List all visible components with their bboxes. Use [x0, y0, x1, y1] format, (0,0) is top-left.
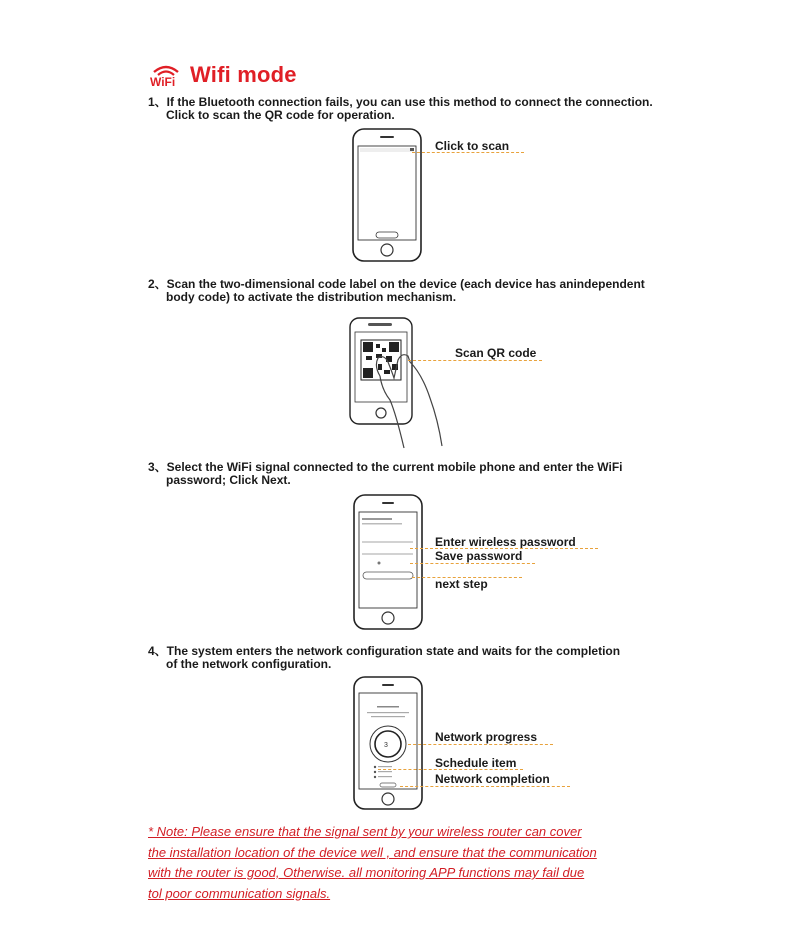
page-title — [148, 62, 297, 88]
callout-schedule-item: Schedule item — [435, 756, 517, 770]
warning-note — [148, 822, 668, 904]
step-4-text — [148, 645, 668, 671]
step-4-line2: of the network configuration. — [166, 657, 332, 671]
step-3-line2: password; Click Next. — [166, 473, 291, 487]
step-1-text — [148, 96, 668, 122]
callout-click-to-scan: Click to scan — [435, 139, 510, 153]
step-4-line1: 4、The system enters the network configuration state and waits for the completion — [148, 644, 621, 658]
step-2-line1: 2、Scan the two-dimensional code label on the device (each device has anindependent — [148, 277, 645, 291]
callout-save-password: Save password — [435, 549, 523, 563]
wifi-icon-text: WiFi — [150, 75, 176, 87]
note-line-4: tol poor communication signals. — [148, 885, 331, 901]
step-1-line2: Click to scan the QR code for operation. — [166, 108, 395, 122]
note-line-2: the installation location of the device well , and ensure that the communication — [148, 844, 597, 860]
step-3-text — [148, 461, 668, 487]
leader-line — [378, 769, 523, 770]
wifi-icon — [148, 63, 184, 87]
leader-line — [400, 786, 570, 787]
callout-scan-qr-code: Scan QR code — [455, 346, 537, 360]
step-2-text — [148, 278, 668, 304]
callout-next-step: next step — [435, 577, 488, 591]
phone-illustration-1 — [352, 128, 424, 264]
title-text: Wifi mode — [190, 62, 297, 87]
leader-line — [412, 577, 522, 578]
callout-enter-wireless-password: Enter wireless password — [435, 535, 576, 549]
step-1-line1: 1、If the Bluetooth connection fails, you can use this method to connect the connection. — [148, 95, 653, 109]
leader-line — [408, 744, 553, 745]
svg-text:3: 3 — [384, 742, 388, 749]
note-line-3: with the router is good, Otherwise. all monitoring APP functions may fail due — [148, 865, 585, 880]
callout-network-progress: Network progress — [435, 730, 538, 744]
step-3-line1: 3、Select the WiFi signal connected to the current mobile phone and enter the WiFi — [148, 460, 623, 474]
leader-line — [412, 152, 524, 153]
leader-line — [410, 548, 598, 549]
leader-line — [410, 563, 535, 564]
step-2-line2: body code) to activate the distribution mechanism. — [166, 290, 457, 304]
leader-line — [408, 360, 542, 361]
callout-network-completion: Network completion — [435, 772, 550, 786]
phone-qr-illustration — [348, 316, 450, 452]
note-line-1: * Note: Please ensure that the signal sent by your wireless router can cover — [148, 824, 582, 839]
